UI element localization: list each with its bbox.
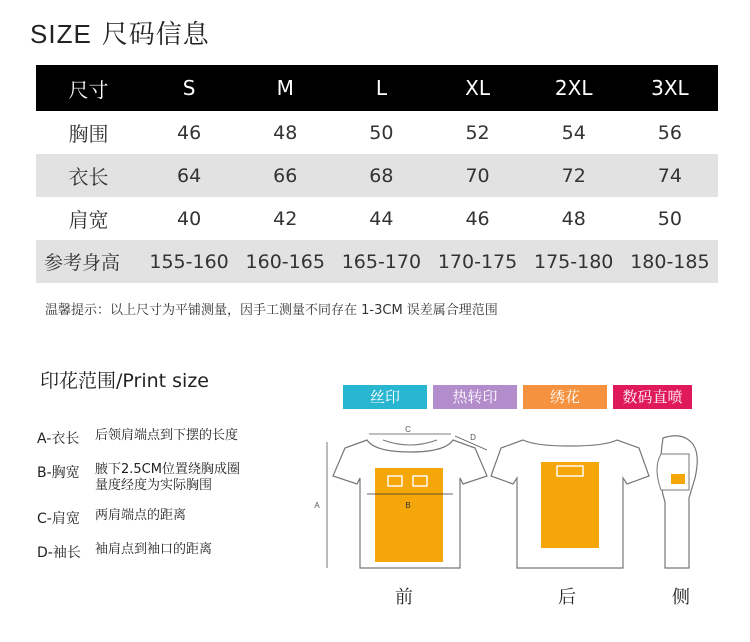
- table-cell: 44: [369, 207, 394, 230]
- table-cell: 46: [176, 121, 202, 144]
- view-label-front: 前: [395, 587, 413, 608]
- table-cell: 160-165: [245, 250, 325, 273]
- side-print-area: [671, 474, 685, 484]
- definition-desc: 两肩端点的距离: [95, 508, 187, 523]
- definition-key: A-衣长: [37, 431, 80, 447]
- definition-key: D-袖长: [37, 545, 81, 561]
- table-cell: 64: [176, 164, 202, 187]
- table-cell: 50: [657, 207, 682, 230]
- definition-a: [37, 428, 240, 448]
- size-col-2xl: 2XL: [554, 76, 593, 100]
- measure-label-a: A: [314, 501, 320, 510]
- row-label: 肩宽: [68, 208, 109, 232]
- table-cell: 46: [465, 207, 490, 230]
- table-cell: 180-185: [630, 250, 710, 273]
- measurement-definitions: [37, 428, 240, 576]
- table-cell: 52: [465, 121, 490, 144]
- print-method-tags: [343, 385, 692, 409]
- definition-desc: 后领肩端点到下摆的长度: [95, 428, 239, 443]
- table-cell: 40: [176, 207, 202, 230]
- size-col-3xl: 3XL: [651, 76, 689, 100]
- size-col-l: L: [375, 76, 387, 100]
- measurement-note: 温馨提示：以上尺寸为平铺测量，因手工测量不同存在 1-3CM 误差属合理范围: [45, 303, 498, 318]
- method-tag-embroidery: 绣花: [523, 385, 607, 409]
- table-cell: 48: [561, 207, 586, 230]
- table-cell: 56: [657, 121, 682, 144]
- table-cell: 155-160: [149, 250, 229, 273]
- table-row-chest: [36, 111, 718, 154]
- view-label-back: 后: [558, 587, 576, 608]
- side-sleeve: [657, 454, 689, 490]
- table-row-shoulder: [36, 197, 718, 240]
- back-shirt: [491, 440, 649, 568]
- definition-key: B-胸宽: [37, 465, 80, 481]
- measure-label-c: C: [405, 425, 411, 434]
- table-cell: 54: [561, 121, 586, 144]
- table-cell: 72: [561, 164, 586, 187]
- definition-desc: [95, 462, 240, 494]
- table-cell: 70: [465, 164, 490, 187]
- view-label-side: 侧: [672, 587, 690, 608]
- back-print-area: [541, 462, 599, 548]
- row-label: 参考身高: [44, 252, 121, 274]
- title-cn: 尺码信息: [101, 20, 210, 50]
- header-label: 尺寸: [68, 77, 109, 102]
- size-table-header: [36, 65, 718, 111]
- side-shirt: [657, 436, 697, 568]
- definition-desc: 袖肩点到袖口的距离: [95, 542, 213, 557]
- table-cell: 42: [273, 207, 298, 230]
- title-latin: SIZE: [30, 19, 92, 49]
- table-row-length: [36, 154, 718, 197]
- table-cell: 66: [273, 164, 298, 187]
- table-cell: 50: [369, 121, 394, 144]
- definition-key: C-肩宽: [37, 511, 80, 527]
- table-cell: 165-170: [341, 250, 422, 273]
- table-row-height: [36, 240, 718, 283]
- table-cell: 68: [369, 164, 394, 187]
- measure-label-d: D: [470, 433, 476, 442]
- front-print-area: [375, 468, 443, 562]
- definition-c: [37, 508, 240, 528]
- row-label: 衣长: [68, 165, 109, 189]
- method-tag-heat-transfer: 热转印: [433, 385, 517, 409]
- definition-b: [37, 462, 240, 494]
- definition-desc-line: 腋下2.5CM位置绕胸成圈: [95, 462, 240, 477]
- print-section-title: 印花范围/Print size: [40, 370, 209, 392]
- table-cell: 175-180: [534, 250, 614, 273]
- size-col-s: S: [182, 76, 196, 100]
- size-col-m: M: [276, 76, 294, 100]
- size-table: [36, 65, 718, 283]
- method-tag-screen-print: 丝印: [343, 385, 427, 409]
- front-collar: [383, 440, 437, 445]
- table-cell: 48: [273, 121, 298, 144]
- definition-d: [37, 542, 240, 562]
- method-tag-digital-print: 数码直喷: [613, 385, 692, 409]
- row-label: 胸围: [68, 122, 109, 146]
- size-col-xl: XL: [465, 76, 490, 100]
- page-title: [30, 14, 210, 51]
- table-cell: 170-175: [437, 250, 518, 273]
- table-cell: 74: [657, 164, 682, 187]
- measure-label-b: B: [405, 501, 411, 510]
- front-shirt: [314, 425, 487, 568]
- definition-desc-line: 量度经度为实际胸围: [95, 478, 213, 493]
